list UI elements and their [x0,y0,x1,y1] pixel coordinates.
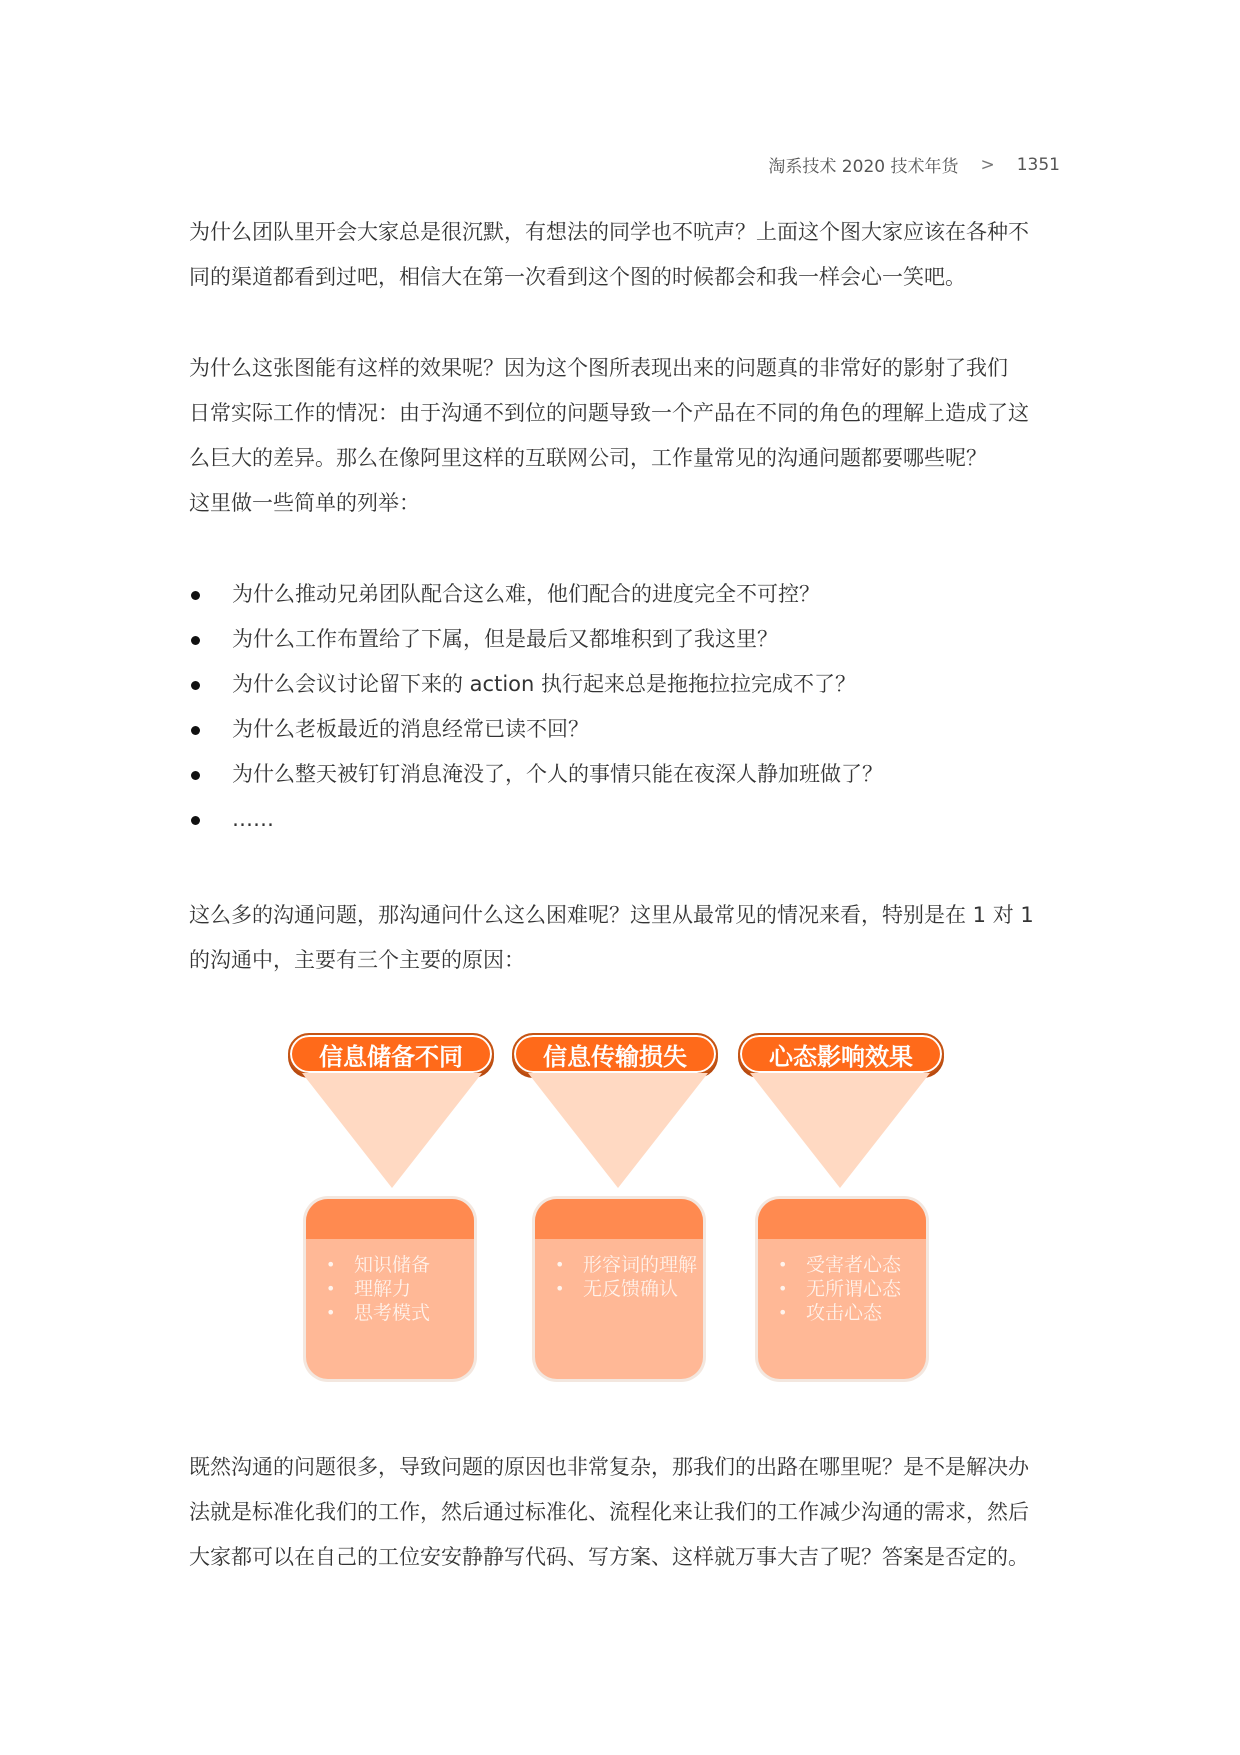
paragraph-3 [189,893,1061,983]
card-item: • 无反馈确认 [555,1278,679,1300]
bullet-dot-icon [191,681,200,690]
card-item: • 知识储备 [326,1254,431,1276]
paragraph-line: 这里做一些简单的列举： [189,491,420,515]
card-item: • 理解力 [326,1278,412,1300]
list-item: 为什么工作布置给了下属，但是最后又都堆积到了我这里？ [189,617,1061,662]
paragraph-line: 大家都可以在自己的工位安安静静写代码、写方案、这样就万事大吉了呢？答案是否定的。 [189,1545,1029,1569]
header-separator: > [980,154,995,175]
cause-detail-card [306,1199,474,1379]
funnel-triangle [528,1073,708,1188]
cause-title-pill: 信息传输损失 [512,1033,718,1075]
card-item: • 无所谓心态 [778,1278,902,1300]
bullet-dot-icon [191,816,200,825]
paragraph-line: 为什么这张图能有这样的效果呢？因为这个图所表现出来的问题真的非常好的影射了我们 [189,356,1008,380]
card-band [306,1199,474,1239]
cause-detail-card [535,1199,703,1379]
bullet-dot-icon [191,636,200,645]
bullet-dot-icon [191,591,200,600]
header-title: 淘系技术 2020 技术年货 [768,157,959,177]
funnel-triangle [750,1073,930,1188]
paragraph-line: 的沟通中，主要有三个主要的原因： [189,948,525,972]
list-item: …… [189,797,1061,842]
paragraph-2 [189,346,1061,526]
card-item: • 受害者心态 [778,1254,902,1276]
page-header [760,152,1060,177]
bullet-dot-icon [191,726,200,735]
paragraph-line: 日常实际工作的情况：由于沟通不到位的问题导致一个产品在不同的角色的理解上造成了这 [189,401,1029,425]
bullet-dot-icon [191,771,200,780]
list-item: 为什么整天被钉钉消息淹没了，个人的事情只能在夜深人静加班做了？ [189,752,1061,797]
paragraph-line: 法就是标准化我们的工作，然后通过标准化、流程化来让我们的工作减少沟通的需求，然后 [189,1500,1029,1524]
funnel-triangle [302,1073,482,1188]
cause-detail-card [758,1199,926,1379]
card-item: • 思考模式 [326,1302,431,1324]
card-item: • 形容词的理解 [555,1254,698,1276]
question-list [189,572,1061,842]
paragraph-4 [189,1445,1061,1580]
list-item: 为什么会议讨论留下来的 action 执行起来总是拖拖拉拉完成不了？ [189,662,1061,707]
paragraph-1 [189,210,1061,300]
card-item: • 攻击心态 [778,1302,883,1324]
paragraph-line: 同的渠道都看到过吧，相信大在第一次看到这个图的时候都会和我一样会心一笑吧。 [189,265,966,289]
cause-title-pill: 心态影响效果 [738,1033,944,1075]
paragraph-line: 么巨大的差异。那么在像阿里这样的互联网公司，工作量常见的沟通问题都要哪些呢？ [189,446,987,470]
paragraph-line: 既然沟通的问题很多，导致问题的原因也非常复杂，那我们的出路在哪里呢？是不是解决办 [189,1455,1029,1479]
paragraph-line: 这么多的沟通问题，那沟通问什么这么困难呢？这里从最常见的情况来看，特别是在 1 对 1 [189,903,1034,927]
cause-title-pill: 信息储备不同 [288,1033,494,1075]
list-item: 为什么老板最近的消息经常已读不回？ [189,707,1061,752]
communication-causes-diagram [280,1025,970,1405]
card-band [535,1199,703,1239]
paragraph-line: 为什么团队里开会大家总是很沉默，有想法的同学也不吭声？上面这个图大家应该在各种不 [189,220,1029,244]
card-band [758,1199,926,1239]
page-number: 1351 [1016,154,1060,175]
list-item: 为什么推动兄弟团队配合这么难，他们配合的进度完全不可控？ [189,572,1061,617]
